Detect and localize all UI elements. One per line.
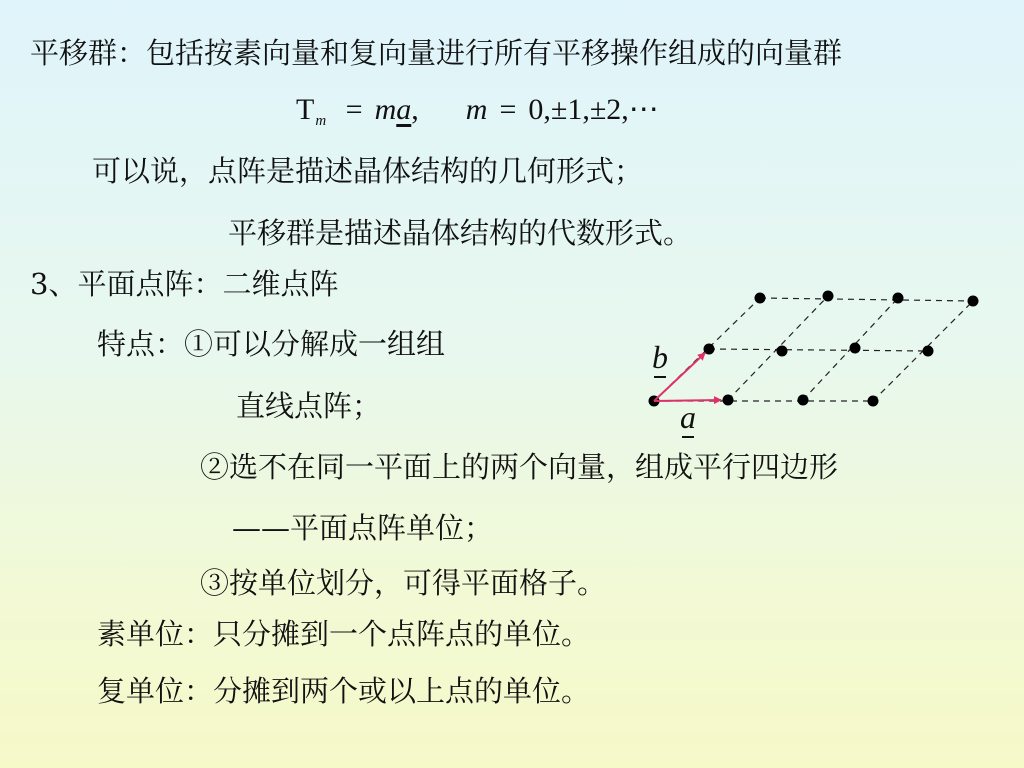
formula-comma: ,: [411, 93, 419, 126]
lattice-point: [893, 293, 904, 304]
formula-m: m: [374, 93, 397, 126]
formula-m-index: m: [465, 93, 488, 126]
lattice-point: [823, 291, 834, 302]
primitive-unit-definition: 素单位：只分摊到一个点阵点的单位。: [97, 617, 591, 651]
translation-group-definition: 平移群：包括按素向量和复向量进行所有平移操作组成的向量群: [30, 36, 843, 70]
complex-unit-definition: 复单位：分摊到两个或以上点的单位。: [97, 674, 591, 708]
formula-equals-2: =: [499, 93, 517, 126]
lattice-point: [777, 346, 788, 357]
algebraic-form-sentence: 平移群是描述晶体结构的代数形式。: [228, 216, 693, 250]
lattice-point: [798, 395, 809, 406]
formula-values: 0,±1,±2,⋯: [528, 93, 659, 126]
vector-b-label: b: [652, 339, 668, 375]
feature-2-continued: ——平面点阵单位；: [232, 511, 494, 545]
feature-3: ③按单位划分，可得平面格子。: [200, 566, 607, 600]
feature-2: ②选不在同一平面上的两个向量，组成平行四边形: [200, 450, 839, 484]
formula-equals-1: =: [345, 93, 363, 126]
geometric-form-sentence: 可以说，点阵是描述晶体结构的几何形式；: [92, 154, 644, 188]
feature-1-continued: 直线点阵；: [236, 389, 382, 423]
lattice-point: [923, 346, 934, 357]
lattice-point: [755, 293, 766, 304]
feature-1: 特点：①可以分解成一组组: [97, 327, 446, 361]
lattice-point: [968, 296, 979, 307]
grid-row-3: [760, 298, 973, 301]
grid-row-2: [709, 349, 928, 351]
plane-lattice-heading: 3、平面点阵：二维点阵: [30, 267, 339, 301]
formula-T: T: [296, 93, 315, 126]
lattice-point: [704, 344, 715, 355]
lattice-point: [850, 343, 861, 354]
formula-vector-a: a: [396, 93, 412, 126]
lattice-point: [723, 395, 734, 406]
vector-a-label: a: [680, 399, 696, 435]
lattice-point: [868, 396, 879, 407]
formula-subscript-m: m: [315, 113, 327, 129]
